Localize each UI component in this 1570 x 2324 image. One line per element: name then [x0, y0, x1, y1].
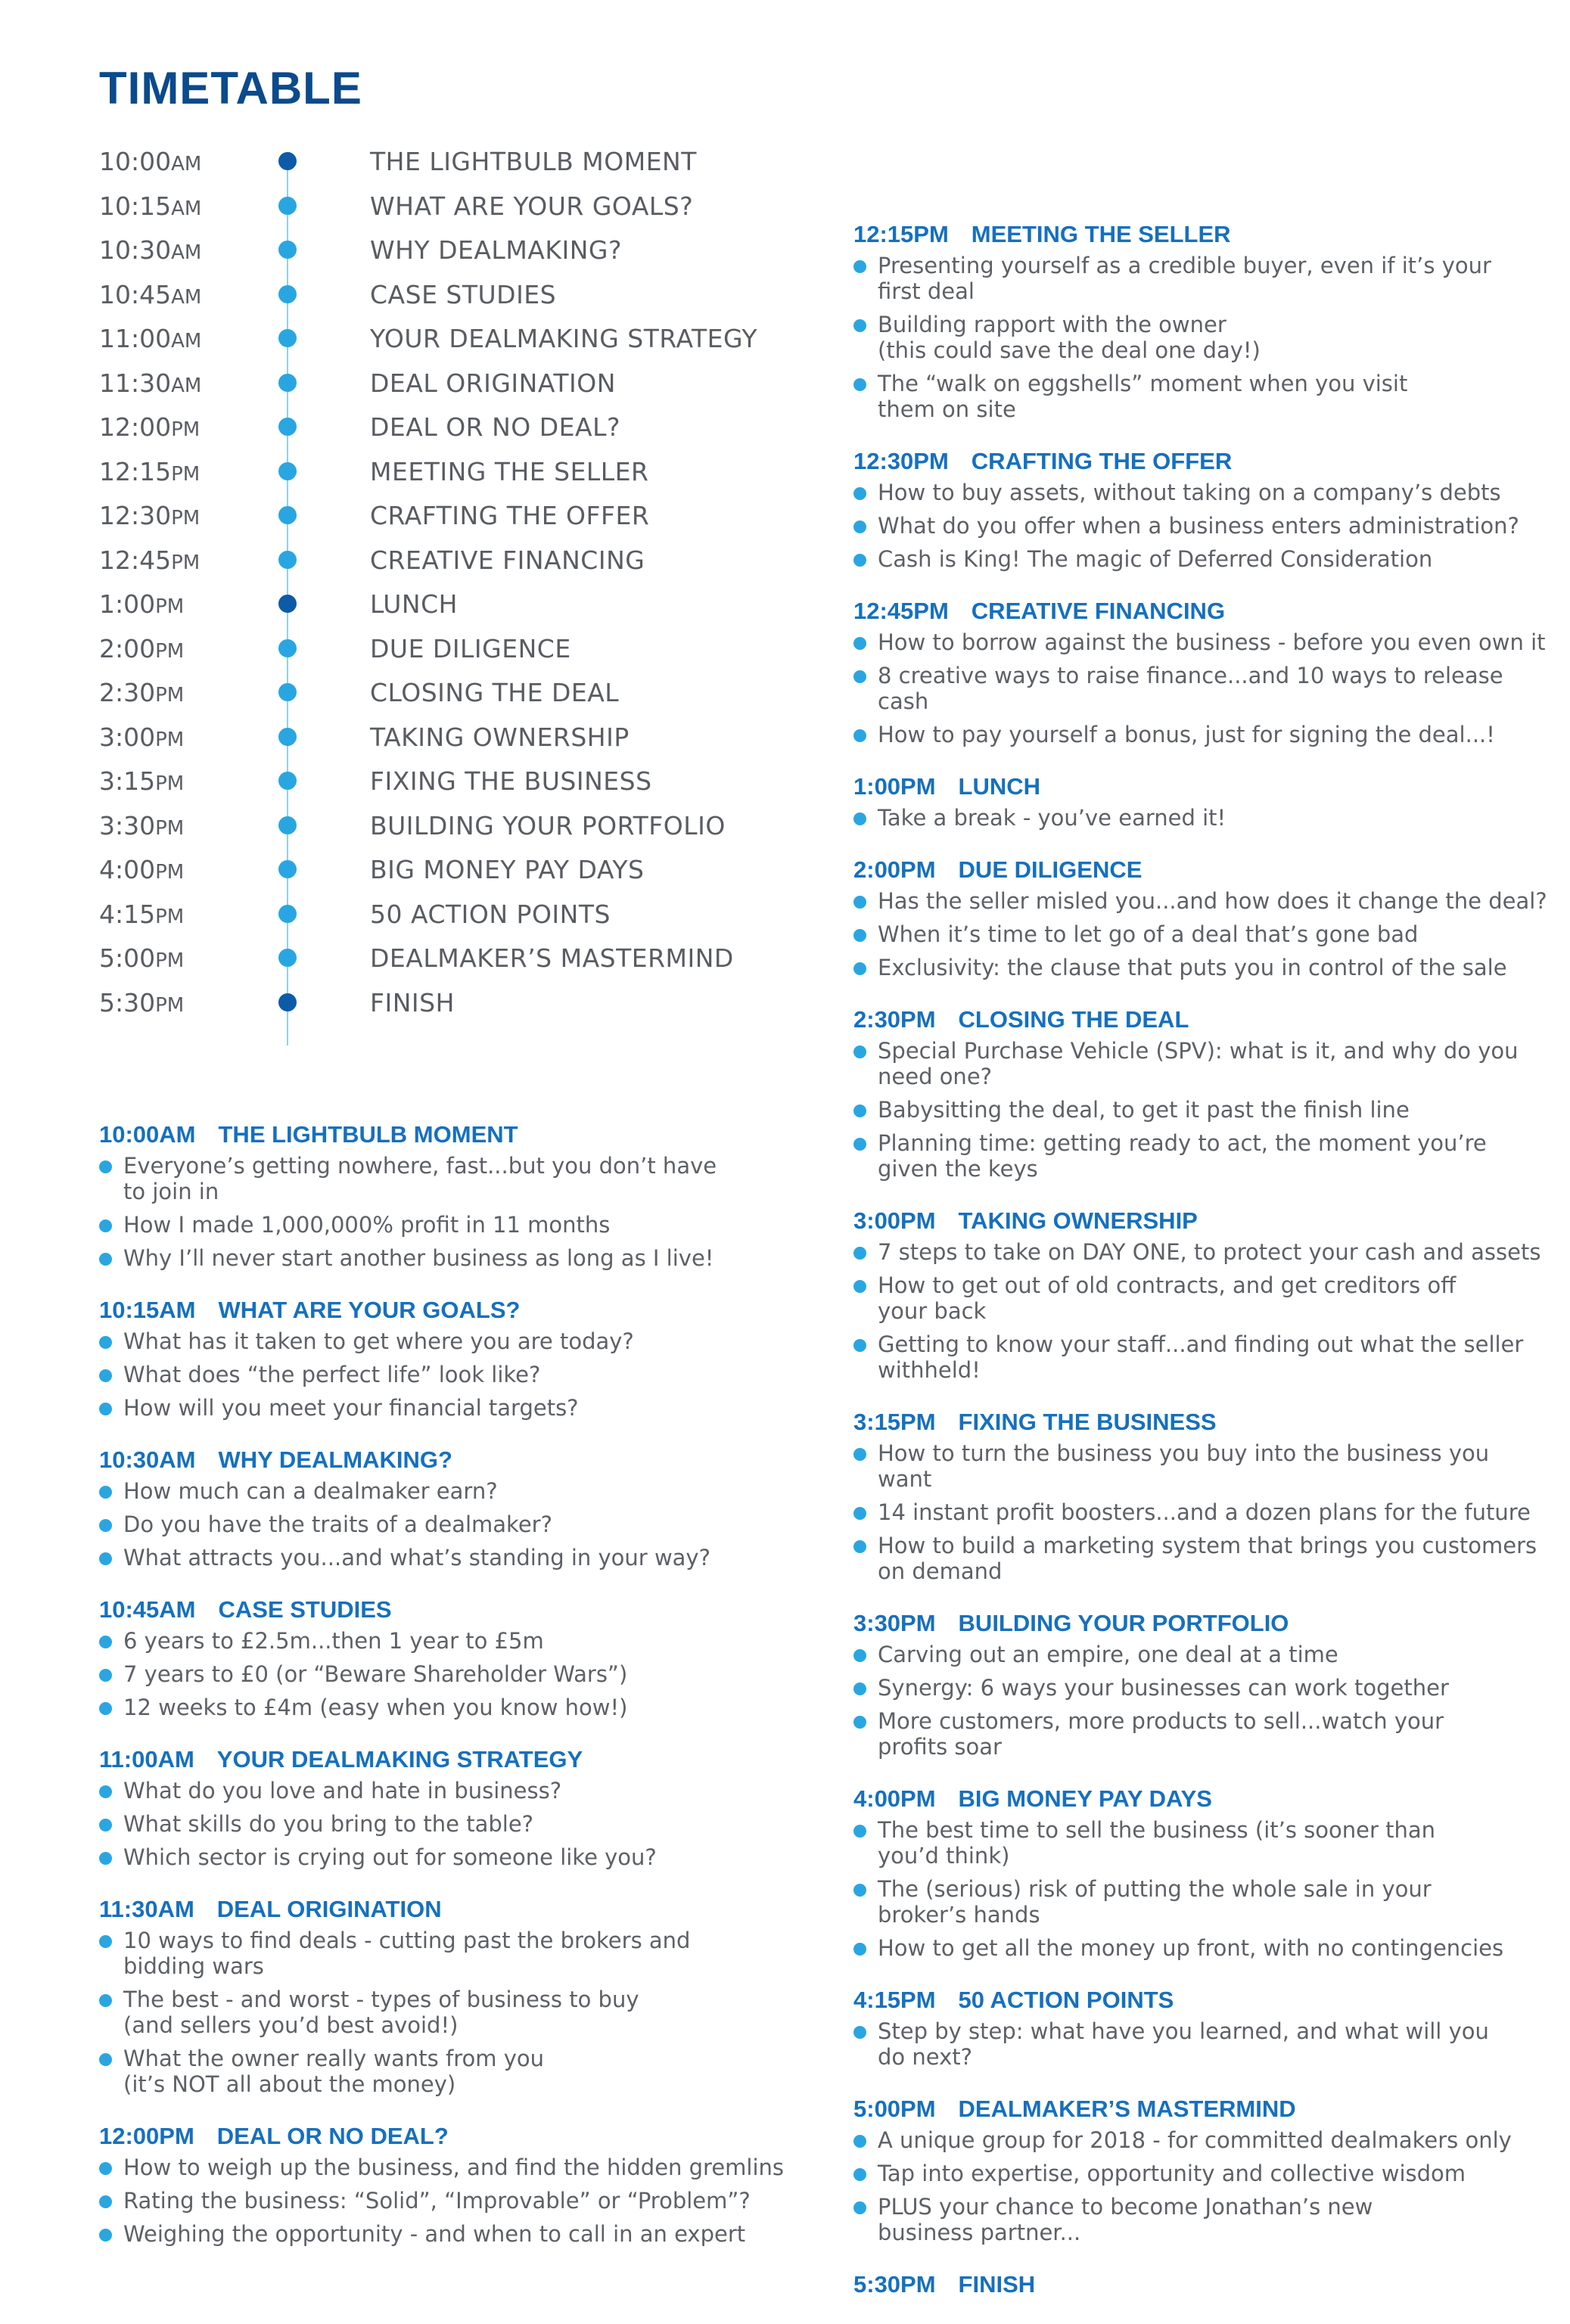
session-section [853, 1005, 1550, 1182]
session-bullet: 8 creative ways to raise finance...and 10 ways to release cash [853, 663, 1550, 714]
timeline-label: YOUR DEALMAKING STRATEGY [370, 324, 758, 353]
timeline-time-ampm: PM [155, 993, 185, 1017]
session-section [853, 855, 1550, 980]
session-section [853, 2094, 1550, 2245]
timeline-time-ampm: AM [171, 197, 202, 220]
session-bullet: How to borrow against the business - before you even own it [853, 629, 1550, 655]
session-time: 4:00PM [853, 1785, 936, 1812]
session-time: 5:00PM [853, 2096, 936, 2122]
timeline-time [99, 988, 184, 1018]
session-bullet: How to get all the money up front, with no contingencies [853, 1935, 1550, 1961]
session-bullet-list [99, 1928, 810, 2097]
session-bullet: How to weigh up the business, and find the hidden gremlins [99, 2155, 810, 2180]
session-title: DEAL ORIGINATION [216, 1896, 442, 1922]
session-bullet: Babysitting the deal, to get it past the finish line [853, 1097, 1550, 1123]
timeline-time-value: 5:30 [99, 987, 156, 1018]
session-bullet: How to buy assets, without taking on a company’s debts [853, 480, 1550, 505]
session-bullet: Getting to know your staff...and finding out what the seller withheld! [853, 1331, 1550, 1383]
timeline-time-ampm: PM [155, 816, 185, 840]
session-section [853, 1985, 1550, 2070]
session-time: 11:30AM [99, 1896, 194, 1922]
timeline-time [99, 501, 200, 530]
session-bullet: The best - and worst - types of business to buy (and sellers you’d best avoid!) [99, 1987, 810, 2038]
session-title: BUILDING YOUR PORTFOLIO [958, 1610, 1289, 1636]
session-heading [853, 596, 1550, 626]
session-heading [853, 772, 1550, 802]
timeline-time-value: 12:15 [99, 456, 172, 486]
session-heading [853, 1005, 1550, 1035]
timeline-time [99, 943, 184, 973]
session-bullet: How to pay yourself a bonus, just for signing the deal...! [853, 722, 1550, 747]
session-heading [853, 1985, 1550, 2015]
timeline-row [0, 844, 817, 888]
timeline-dot-icon [278, 418, 297, 436]
session-time: 5:30PM [853, 2271, 936, 2298]
timeline-dot-icon [278, 728, 297, 746]
session-section [99, 1894, 810, 2097]
session-bullet: How much can a dealmaker earn? [99, 1478, 810, 1504]
session-bullet: Everyone’s getting nowhere, fast...but you don’t have to join in [99, 1153, 810, 1204]
timeline-dot-icon [278, 551, 297, 569]
timeline-time-value: 10:15 [99, 191, 172, 221]
session-time: 4:15PM [853, 1987, 936, 2013]
timeline-time-ampm: AM [171, 330, 202, 353]
timeline [0, 136, 817, 1021]
timeline-time [99, 324, 201, 353]
session-title: CLOSING THE DEAL [958, 1006, 1189, 1033]
session-bullet: Step by step: what have you learned, and what will you do next? [853, 2018, 1550, 2070]
session-title: LUNCH [958, 773, 1041, 800]
timeline-dot-icon [278, 152, 297, 170]
session-title: WHY DEALMAKING? [218, 1446, 452, 1473]
session-time: 10:15AM [99, 1297, 196, 1323]
session-bullet-list [853, 805, 1550, 831]
right-sessions-column [853, 219, 1550, 2324]
session-bullet: Building rapport with the owner (this could save the deal one day!) [853, 312, 1550, 363]
timeline-row [0, 446, 817, 490]
session-bullet: Has the seller misled you...and how does it change the deal? [853, 888, 1550, 914]
timeline-time [99, 368, 201, 398]
session-time: 10:30AM [99, 1446, 196, 1473]
session-bullet-list [853, 1038, 1550, 1182]
session-time: 10:00AM [99, 1121, 196, 1148]
timeline-row [0, 889, 817, 933]
session-bullet: How to build a marketing system that brings you customers on demand [853, 1533, 1550, 1584]
timeline-label: BUILDING YOUR PORTFOLIO [370, 810, 726, 840]
timeline-row [0, 579, 817, 623]
timeline-row [0, 269, 817, 313]
timeline-row [0, 225, 817, 269]
timeline-dot-icon [278, 860, 297, 878]
timeline-label: WHY DEALMAKING? [370, 235, 623, 265]
timeline-label: WHAT ARE YOUR GOALS? [370, 191, 694, 221]
session-bullet: A unique group for 2018 - for committed dealmakers only [853, 2127, 1550, 2153]
session-title: TAKING OWNERSHIP [958, 1207, 1198, 1234]
session-section [99, 1120, 810, 1271]
session-bullet: What do you offer when a business enters administration? [853, 513, 1550, 539]
session-title: BIG MONEY PAY DAYS [958, 1785, 1212, 1812]
session-bullet: What do you love and hate in business? [99, 1778, 810, 1804]
session-bullet: The “walk on eggshells” moment when you visit them on site [853, 371, 1550, 422]
session-bullet-list [853, 480, 1550, 572]
session-heading [853, 2270, 1550, 2300]
timeline-time-value: 12:45 [99, 545, 172, 575]
session-bullet: Exclusivity: the clause that puts you in control of the sale [853, 955, 1550, 980]
session-section [853, 596, 1550, 747]
session-bullet-list [99, 2155, 810, 2247]
session-section [853, 1407, 1550, 1584]
session-bullet: What the owner really wants from you (it’s NOT all about the money) [99, 2046, 810, 2097]
session-bullet-list [853, 2018, 1550, 2070]
session-title: CREATIVE FINANCING [971, 598, 1226, 624]
timeline-time [99, 855, 184, 884]
timeline-row [0, 136, 817, 180]
session-section [99, 1595, 810, 1720]
session-bullet: Take a break - you’ve earned it! [853, 805, 1550, 831]
timeline-label: CLOSING THE DEAL [370, 678, 620, 707]
session-bullet: Planning time: getting ready to act, the moment you’re given the keys [853, 1130, 1550, 1182]
timeline-row [0, 756, 817, 800]
timeline-row [0, 358, 817, 402]
timeline-label: DEALMAKER’S MASTERMIND [370, 943, 734, 973]
session-title: YOUR DEALMAKING STRATEGY [216, 1746, 583, 1773]
session-heading [99, 2121, 810, 2152]
session-bullet: When it’s time to let go of a deal that’s gone bad [853, 921, 1550, 947]
timeline-label: DEAL ORIGINATION [370, 368, 616, 398]
session-bullet: 6 years to £2.5m...then 1 year to £5m [99, 1628, 810, 1654]
timeline-time-ampm: PM [171, 418, 201, 441]
timeline-label: 50 ACTION POINTS [370, 899, 611, 929]
timeline-time-ampm: AM [171, 374, 202, 397]
timeline-row [0, 313, 817, 357]
timeline-time [99, 899, 184, 929]
timeline-dot-icon [278, 506, 297, 524]
timeline-dot-icon [278, 329, 297, 347]
timeline-dot-icon [278, 462, 297, 480]
timeline-label: THE LIGHTBULB MOMENT [370, 147, 697, 176]
session-bullet: Tap into expertise, opportunity and collective wisdom [853, 2161, 1550, 2186]
session-bullet-list [99, 1153, 810, 1271]
session-heading [853, 2094, 1550, 2124]
session-time: 2:00PM [853, 856, 936, 883]
session-title: DUE DILIGENCE [958, 856, 1143, 883]
timeline-time-ampm: AM [171, 153, 202, 176]
session-title: CASE STUDIES [218, 1596, 392, 1623]
timeline-time-value: 3:15 [99, 766, 156, 796]
session-time: 10:45AM [99, 1596, 196, 1623]
timeline-time [99, 545, 200, 575]
session-bullet: The best time to sell the business (it’s sooner than you’d think) [853, 1817, 1550, 1869]
session-bullet: How to turn the business you buy into the business you want [853, 1440, 1550, 1492]
timeline-label: TAKING OWNERSHIP [370, 722, 630, 752]
timeline-dot-icon [278, 241, 297, 259]
timeline-label: CRAFTING THE OFFER [370, 501, 650, 530]
session-bullet-list [853, 1642, 1550, 1760]
session-bullet-list [853, 629, 1550, 747]
session-section [99, 1295, 810, 1421]
timeline-time-value: 12:30 [99, 501, 172, 530]
session-time: 3:00PM [853, 1207, 936, 1234]
session-title: CRAFTING THE OFFER [971, 448, 1233, 474]
timeline-row [0, 977, 817, 1021]
timeline-time-ampm: AM [171, 241, 202, 264]
left-sessions-column [99, 1120, 810, 2271]
session-bullet: Synergy: 6 ways your businesses can work together [853, 1675, 1550, 1701]
timeline-time-value: 4:15 [99, 899, 156, 929]
timeline-time-value: 1:00 [99, 589, 156, 619]
session-bullet: Cash is King! The magic of Deferred Consideration [853, 546, 1550, 572]
timeline-time-value: 2:30 [99, 678, 156, 707]
session-time: 3:30PM [853, 1610, 936, 1636]
session-time: 3:15PM [853, 1409, 936, 1435]
timeline-time-ampm: PM [155, 772, 185, 795]
session-bullet: What has it taken to get where you are today? [99, 1328, 810, 1354]
timeline-time [99, 678, 184, 707]
timeline-dot-icon [278, 683, 297, 701]
timeline-time-value: 3:00 [99, 722, 156, 752]
timeline-label: CASE STUDIES [370, 279, 557, 309]
session-bullet: How will you meet your financial targets? [99, 1395, 810, 1421]
timeline-label: DUE DILIGENCE [370, 633, 571, 663]
timeline-time [99, 280, 201, 309]
timeline-time-value: 5:00 [99, 943, 156, 973]
session-section [853, 1608, 1550, 1760]
session-bullet: Special Purchase Vehicle (SPV): what is it, and why do you need one? [853, 1038, 1550, 1089]
timeline-time [99, 412, 200, 442]
timeline-row [0, 800, 817, 844]
session-heading [853, 855, 1550, 885]
timeline-time [99, 235, 201, 265]
session-section [853, 446, 1550, 572]
session-bullet-list [853, 253, 1550, 422]
session-bullet: Why I’ll never start another business as long as I live! [99, 1245, 810, 1271]
timeline-row [0, 623, 817, 667]
timeline-dot-icon [278, 197, 297, 215]
session-bullet: How to get out of old contracts, and get creditors off your back [853, 1272, 1550, 1324]
timeline-dot-icon [278, 993, 297, 1011]
session-bullet: 7 steps to take on DAY ONE, to protect your cash and assets [853, 1239, 1550, 1265]
session-title: FIXING THE BUSINESS [958, 1409, 1217, 1435]
timeline-dot-icon [278, 905, 297, 923]
timeline-dot-icon [278, 816, 297, 834]
timeline-label: MEETING THE SELLER [370, 456, 649, 486]
session-section [853, 219, 1550, 422]
session-title: MEETING THE SELLER [971, 221, 1231, 247]
timeline-time-value: 10:00 [99, 147, 172, 176]
timeline-label: FINISH [370, 987, 455, 1018]
timeline-time-ampm: PM [171, 551, 201, 574]
session-title: 50 ACTION POINTS [958, 1987, 1174, 2013]
timeline-time-value: 11:00 [99, 324, 172, 353]
session-heading [99, 1120, 810, 1150]
session-bullet: Do you have the traits of a dealmaker? [99, 1512, 810, 1537]
session-bullet-list [99, 1628, 810, 1720]
session-title: DEAL OR NO DEAL? [216, 2123, 449, 2149]
timeline-time-ampm: PM [155, 949, 185, 972]
timeline-row [0, 667, 817, 711]
page-title: TIMETABLE [99, 63, 362, 113]
timeline-dot-icon [278, 639, 297, 657]
timeline-time-ampm: AM [171, 285, 202, 309]
timeline-time-ampm: PM [155, 595, 185, 618]
timeline-time [99, 722, 184, 752]
timeline-label: BIG MONEY PAY DAYS [370, 855, 645, 884]
timeline-row [0, 402, 817, 446]
timeline-time-ampm: PM [171, 462, 201, 486]
timeline-dot-icon [278, 374, 297, 392]
timeline-time [99, 811, 184, 840]
session-time: 12:30PM [853, 448, 949, 474]
timeline-time-ampm: PM [155, 728, 185, 751]
session-time: 12:00PM [99, 2123, 194, 2149]
timeline-time-ampm: PM [155, 639, 185, 663]
timeline-label: FIXING THE BUSINESS [370, 766, 652, 796]
timeline-time-ampm: PM [155, 684, 185, 707]
session-bullet: What attracts you...and what’s standing in your way? [99, 1545, 810, 1571]
session-bullet: The (serious) risk of putting the whole sale in your broker’s hands [853, 1876, 1550, 1928]
session-bullet-list [853, 1239, 1550, 1383]
timeline-time [99, 634, 184, 663]
session-bullet-list [853, 1440, 1550, 1584]
timeline-row [0, 535, 817, 579]
session-bullet: Weighing the opportunity - and when to call in an expert [99, 2221, 810, 2247]
session-bullet: How I made 1,000,000% profit in 11 months [99, 1212, 810, 1238]
timeline-time [99, 147, 201, 176]
session-bullet: What skills do you bring to the table? [99, 1811, 810, 1837]
session-bullet-list [99, 1328, 810, 1421]
session-bullet-list [853, 1817, 1550, 1961]
session-bullet: What does “the perfect life” look like? [99, 1362, 810, 1387]
session-bullet-list [99, 1778, 810, 1870]
timeline-dot-icon [278, 285, 297, 303]
session-heading [853, 1784, 1550, 1814]
session-section [853, 2270, 1550, 2300]
timeline-time-value: 2:00 [99, 633, 156, 663]
timeline-time-value: 4:00 [99, 855, 156, 884]
timeline-time-value: 12:00 [99, 412, 172, 442]
session-bullet: More customers, more products to sell...watch your profits soar [853, 1708, 1550, 1760]
session-bullet: 12 weeks to £4m (easy when you know how!) [99, 1695, 810, 1720]
session-heading [853, 1407, 1550, 1437]
timeline-dot-icon [278, 772, 297, 790]
session-section [853, 1206, 1550, 1383]
session-time: 11:00AM [99, 1746, 194, 1773]
timeline-time [99, 766, 184, 796]
timeline-time [99, 589, 184, 619]
session-section [99, 1445, 810, 1571]
timeline-time [99, 191, 201, 221]
session-heading [99, 1745, 810, 1775]
session-section [99, 2121, 810, 2247]
session-section [853, 772, 1550, 831]
timeline-time-ampm: PM [155, 905, 185, 928]
session-heading [99, 1295, 810, 1325]
timeline-dot-icon [278, 595, 297, 613]
timeline-time-value: 10:45 [99, 279, 172, 309]
timeline-time-value: 3:30 [99, 810, 156, 840]
session-bullet-list [99, 1478, 810, 1571]
session-bullet: Rating the business: “Solid”, “Improvable” or “Problem”? [99, 2188, 810, 2214]
timeline-label: LUNCH [370, 589, 458, 619]
session-bullet-list [853, 2127, 1550, 2245]
timeline-label: CREATIVE FINANCING [370, 545, 645, 575]
timeline-dot-icon [278, 949, 297, 967]
session-title: WHAT ARE YOUR GOALS? [218, 1297, 521, 1323]
session-title: FINISH [958, 2271, 1036, 2298]
session-bullet-list [853, 888, 1550, 980]
timeline-time [99, 457, 200, 486]
timeline-time-ampm: PM [171, 507, 201, 530]
session-heading [99, 1894, 810, 1925]
timeline-row [0, 490, 817, 534]
session-heading [853, 1206, 1550, 1236]
session-bullet: 10 ways to find deals - cutting past the brokers and bidding wars [99, 1928, 810, 1979]
session-time: 12:15PM [853, 221, 949, 247]
timeline-time-value: 10:30 [99, 235, 172, 265]
timeline-time-ampm: PM [155, 861, 185, 884]
session-heading [99, 1595, 810, 1625]
session-section [853, 1784, 1550, 1961]
timeline-row [0, 712, 817, 756]
session-section [99, 1745, 810, 1870]
session-title: DEALMAKER’S MASTERMIND [958, 2096, 1296, 2122]
timeline-label: DEAL OR NO DEAL? [370, 412, 620, 442]
session-bullet: Carving out an empire, one deal at a time [853, 1642, 1550, 1667]
timeline-row [0, 181, 817, 225]
session-title: THE LIGHTBULB MOMENT [218, 1121, 518, 1148]
session-bullet: Presenting yourself as a credible buyer, even if it’s your first deal [853, 253, 1550, 304]
session-bullet: 14 instant profit boosters...and a dozen plans for the future [853, 1499, 1550, 1525]
session-heading [853, 219, 1550, 250]
session-bullet: 7 years to £0 (or “Beware Shareholder Wars”) [99, 1661, 810, 1687]
session-time: 12:45PM [853, 598, 949, 624]
session-heading [99, 1445, 810, 1475]
session-heading [853, 1608, 1550, 1639]
session-bullet: PLUS your chance to become Jonathan’s new business partner... [853, 2194, 1550, 2245]
session-heading [853, 446, 1550, 477]
session-bullet: Which sector is crying out for someone like you? [99, 1844, 810, 1870]
session-time: 2:30PM [853, 1006, 936, 1033]
timeline-row [0, 933, 817, 977]
timeline-time-value: 11:30 [99, 368, 172, 398]
session-time: 1:00PM [853, 773, 936, 800]
